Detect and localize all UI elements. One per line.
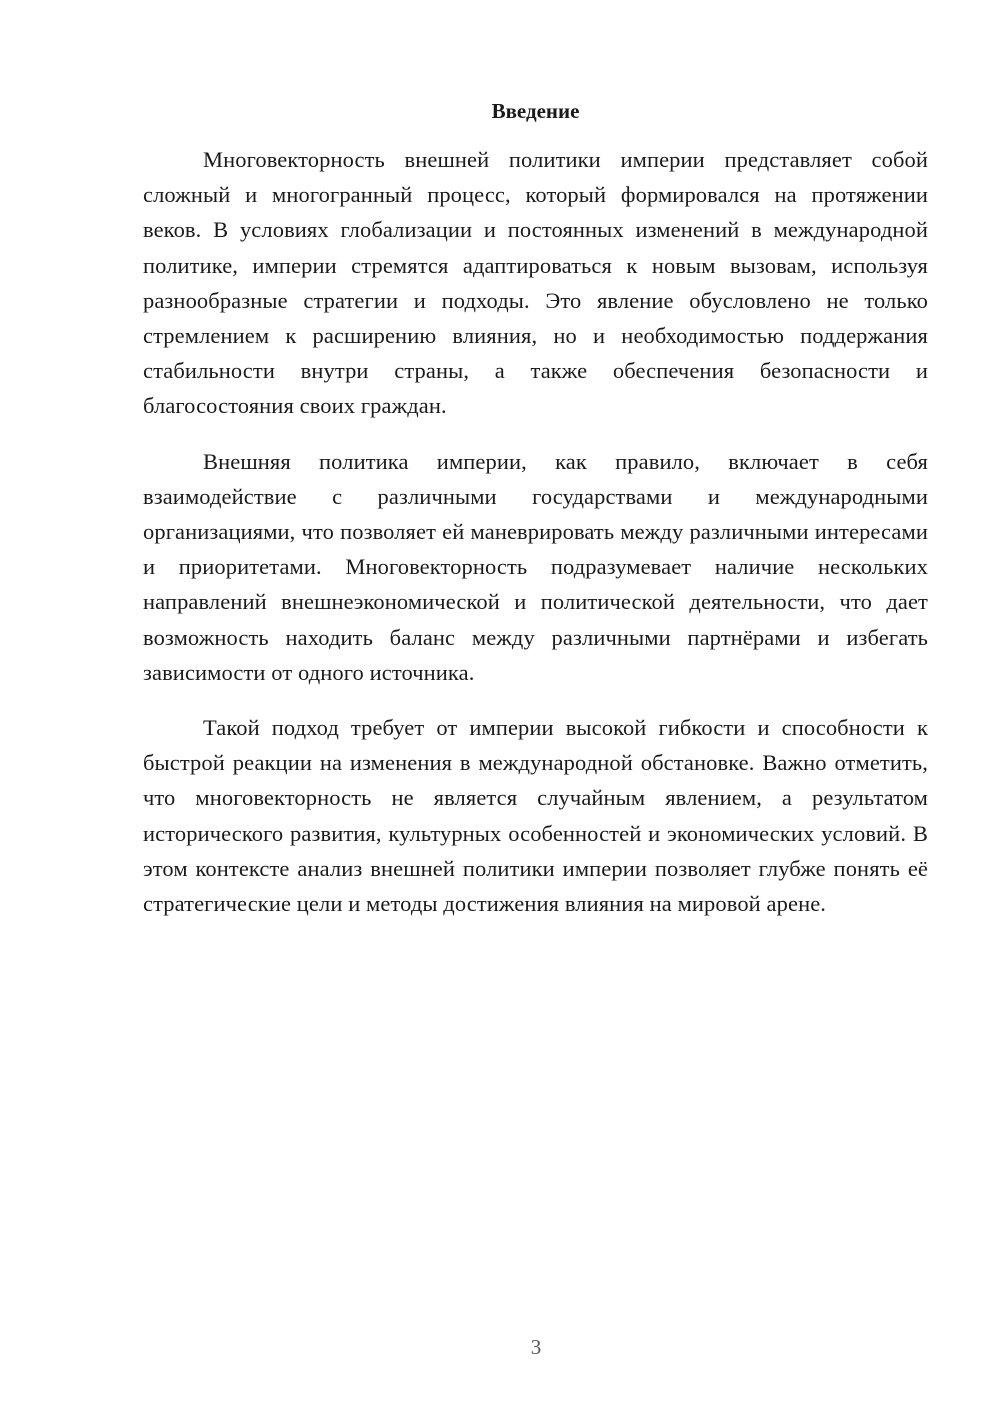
document-body xyxy=(143,142,928,941)
paragraph-2: Внешняя политика империи, как правило, включает в себя взаимодействие с различными государствами и международными организациями, что позволяет ей маневрировать между различными интересами и приоритетами. Многовекторность подразумевает наличие нескольких направлений внешнеэкономической и политической деятельности, что дает возможность находить баланс между различными партнёрами и избегать зависимости от одного источника. xyxy=(143,448,928,685)
page-number: 3 xyxy=(530,1335,542,1359)
section-title: Введение xyxy=(491,99,580,123)
paragraph-3: Такой подход требует от империи высокой гибкости и способности к быстрой реакции на изменения в международной обстановке. Важно отметить, что многовекторность не является случайным явлением, а результатом исторического развития, культурных особенностей и экономических условий. В этом контексте анализ внешней политики империи позволяет глубже понять её стратегические цели и методы достижения влияния на мировой арене. xyxy=(143,715,928,917)
paragraph-1: Многовекторность внешней политики империи представляет собой сложный и многогранный процесс, который формировался на протяжении веков. В условиях глобализации и постоянных изменений в международной политике, империи стремятся адаптироваться к новым вызовам, используя разнообразные стратегии и подходы. Это явление обусловлено не только стремлением к расширению влияния, но и необходимостью поддержания стабильности внутри страны, а также обеспечения безопасности и благосостояния своих граждан. xyxy=(143,147,928,419)
